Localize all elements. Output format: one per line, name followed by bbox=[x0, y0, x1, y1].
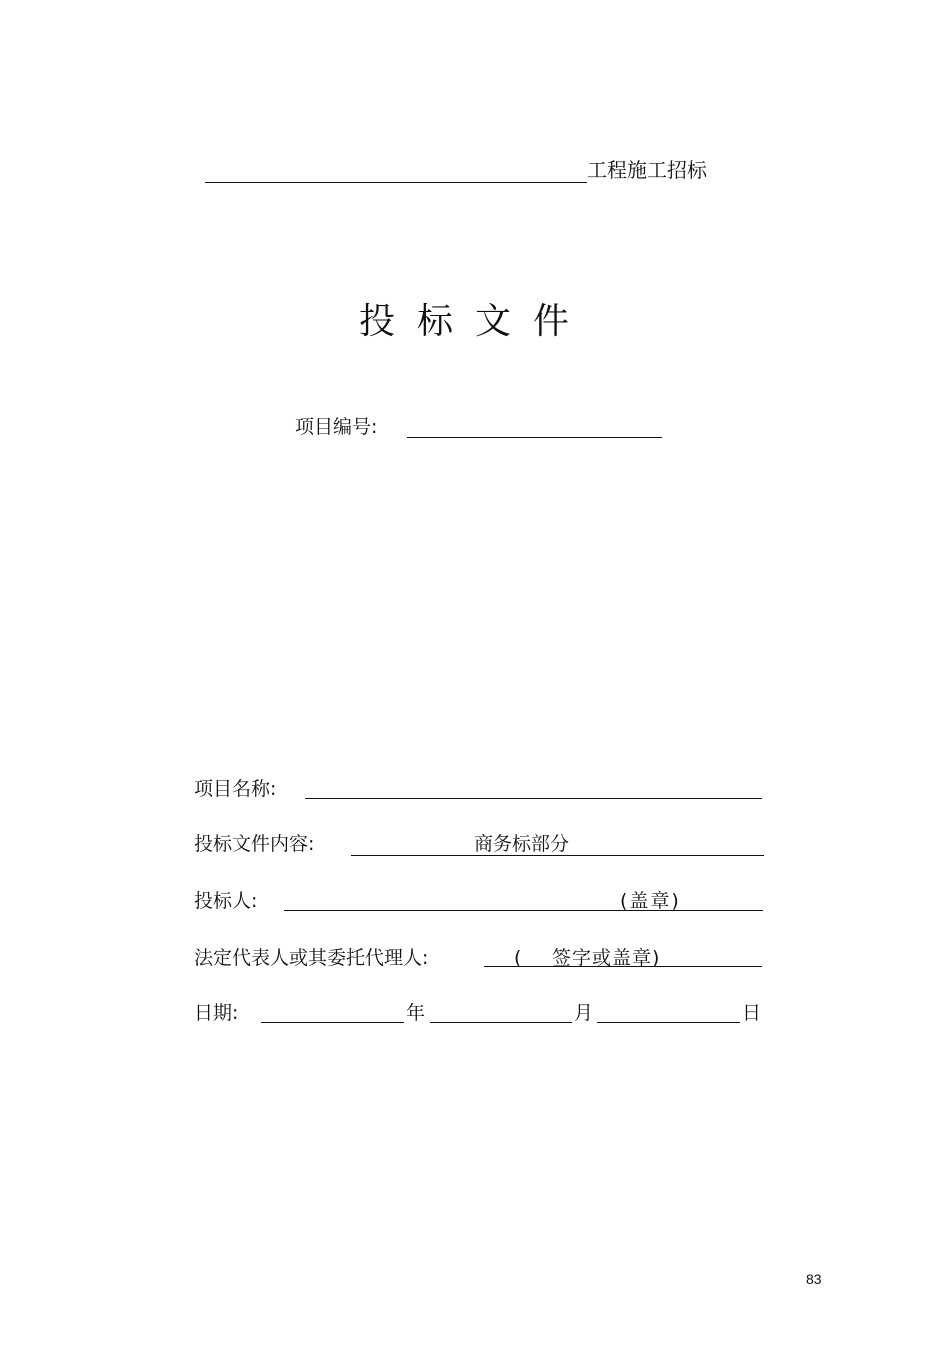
project-number-label: 项目编号: bbox=[295, 416, 378, 438]
document-title: 投标文件 bbox=[358, 301, 591, 342]
bidder-seal-note: (盖章) bbox=[620, 890, 681, 912]
representative-label: 法定代表人或其委托代理人: bbox=[194, 947, 429, 969]
project-name-blank-header bbox=[205, 182, 587, 183]
content-value: 商务标部分 bbox=[474, 833, 570, 855]
content-label: 投标文件内容: bbox=[194, 833, 315, 855]
project-name-label: 项目名称: bbox=[194, 778, 277, 800]
representative-note-text: 签字或盖章) bbox=[552, 947, 661, 969]
project-name-blank bbox=[305, 798, 762, 799]
bidder-blank bbox=[284, 910, 763, 911]
representative-note-open: ( bbox=[514, 947, 522, 969]
date-month-label: 月 bbox=[574, 1002, 594, 1024]
bidder-label: 投标人: bbox=[194, 890, 258, 912]
page-number: 83 bbox=[806, 1271, 822, 1287]
header-suffix: 工程施工招标 bbox=[587, 158, 707, 182]
date-month-blank bbox=[430, 1022, 572, 1023]
date-year-label: 年 bbox=[406, 1002, 426, 1024]
date-day-blank bbox=[597, 1022, 740, 1023]
date-label: 日期: bbox=[194, 1002, 239, 1024]
project-number-blank bbox=[407, 437, 662, 438]
date-day-label: 日 bbox=[742, 1002, 762, 1024]
date-year-blank bbox=[261, 1022, 404, 1023]
